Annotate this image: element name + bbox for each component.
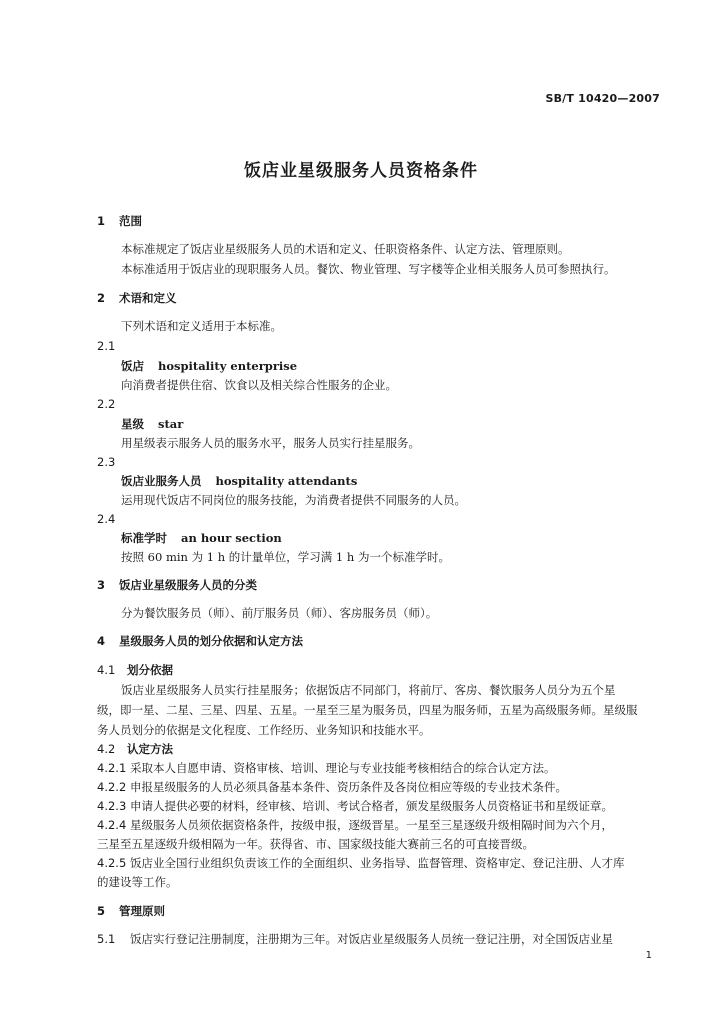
clause-4-2-1 [97, 761, 556, 775]
clause-continuation: 三星至五星逐级升级相隔为一年。获得省、市、国家级技能大赛前三名的可直接晋级。 [97, 837, 534, 851]
paragraph: 下列术语和定义适用于本标准。 [121, 319, 282, 333]
clause-text: 星级服务人员须依据资格条件，按级申报，逐级晋星。一星至三星逐级升级相隔时间为六个月， [130, 818, 613, 832]
clause-number: 4.2.3 [97, 799, 127, 813]
section-title: 饭店业星级服务人员的分类 [119, 578, 257, 592]
term-definition: 按照 60 min 为 1 h 的计量单位，学习满 1 h 为一个标准学时。 [121, 550, 450, 564]
page-number: 1 [645, 950, 652, 961]
section-title: 术语和定义 [119, 291, 177, 305]
section-title: 星级服务人员的划分依据和认定方法 [119, 634, 303, 648]
clause-text: 饭店业全国行业组织负责该工作的全面组织、业务指导、监督管理、资格审定、登记注册、人才库 [130, 856, 625, 870]
subsection-4-2-heading [97, 742, 173, 756]
section-2-heading [97, 291, 177, 305]
clause-number: 4.2.5 [97, 856, 127, 870]
term-english: an hour section [181, 531, 282, 545]
section-number: 5 [97, 904, 106, 918]
section-title: 范围 [119, 214, 142, 228]
term-definition: 用星级表示服务人员的服务水平，服务人员实行挂星服务。 [121, 436, 420, 450]
term-english: hospitality enterprise [158, 359, 298, 373]
paragraph-line: 级，即一星、二星、三星、四星、五星。一星至三星为服务员，四星为服务师，五星为高级服务师。星级服 [97, 703, 638, 717]
term-definition: 运用现代饭店不同岗位的服务技能，为消费者提供不同服务的人员。 [121, 493, 466, 507]
clause-4-2-2 [97, 780, 567, 794]
term-number: 2.4 [97, 512, 116, 526]
term-chinese: 标准学时 [121, 531, 167, 545]
clause-number: 5.1 [97, 932, 116, 946]
term-2-1 [121, 359, 297, 373]
clause-number: 4.1 [97, 663, 116, 677]
clause-number: 4.2.4 [97, 818, 127, 832]
clause-number: 4.2 [97, 742, 116, 756]
section-number: 4 [97, 634, 106, 648]
clause-text: 饭店实行登记注册制度，注册期为三年。对饭店业星级服务人员统一登记注册，对全国饭店业星 [130, 932, 613, 946]
section-title: 管理原则 [119, 904, 165, 918]
paragraph-line: 务人员划分的依据是文化程度、工作经历、业务知识和技能水平。 [97, 723, 431, 737]
section-4-heading [97, 634, 303, 648]
clause-continuation: 的建设等工作。 [97, 875, 178, 889]
section-1-heading [97, 214, 142, 228]
clause-text: 采取本人自愿申请、资格审核、培训、理论与专业技能考核相结合的综合认定方法。 [130, 761, 556, 775]
clause-4-2-5 [97, 856, 625, 870]
subsection-title: 划分依据 [127, 663, 173, 677]
section-number: 1 [97, 214, 106, 228]
term-number: 2.1 [97, 339, 116, 353]
term-english: hospitality attendants [215, 474, 358, 488]
term-chinese: 饭店 [121, 359, 144, 373]
subsection-title: 认定方法 [127, 742, 173, 756]
clause-5-1 [97, 932, 613, 946]
paragraph: 分为餐饮服务员（师）、前厅服务员（师）、客房服务员（师）。 [121, 606, 438, 620]
section-5-heading [97, 904, 165, 918]
term-chinese: 星级 [121, 417, 144, 431]
term-definition: 向消费者提供住宿、饮食以及相关综合性服务的企业。 [121, 378, 397, 392]
paragraph-line: 饭店业星级服务人员实行挂星服务；依据饭店不同部门，将前厅、客房、餐饮服务人员分为五个星 [121, 683, 616, 697]
section-number: 3 [97, 578, 106, 592]
section-3-heading [97, 578, 257, 592]
term-2-3 [121, 474, 357, 488]
paragraph: 本标准规定了饭店业星级服务人员的术语和定义、任职资格条件、认定方法、管理原则。 [121, 242, 570, 256]
clause-number: 4.2.2 [97, 780, 127, 794]
paragraph: 本标准适用于饭店业的现职服务人员。餐饮、物业管理、写字楼等企业相关服务人员可参照执行。 [121, 262, 616, 276]
clause-4-2-3 [97, 799, 613, 813]
clause-text: 申请人提供必要的材料，经审核、培训、考试合格者，颁发星级服务人员资格证书和星级证章。 [130, 799, 613, 813]
subsection-4-1-heading [97, 663, 173, 677]
document-code: SB/T 10420—2007 [545, 92, 660, 105]
term-number: 2.3 [97, 455, 116, 469]
term-2-4 [121, 531, 282, 545]
term-number: 2.2 [97, 397, 116, 411]
term-chinese: 饭店业服务人员 [121, 474, 202, 488]
section-number: 2 [97, 291, 106, 305]
term-2-2 [121, 417, 183, 431]
clause-number: 4.2.1 [97, 761, 127, 775]
document-title: 饭店业星级服务人员资格条件 [244, 161, 478, 181]
term-english: star [158, 417, 184, 431]
clause-text: 申报星级服务的人员必须具备基本条件、资历条件及各岗位相应等级的专业技术条件。 [130, 780, 567, 794]
clause-4-2-4 [97, 818, 613, 832]
